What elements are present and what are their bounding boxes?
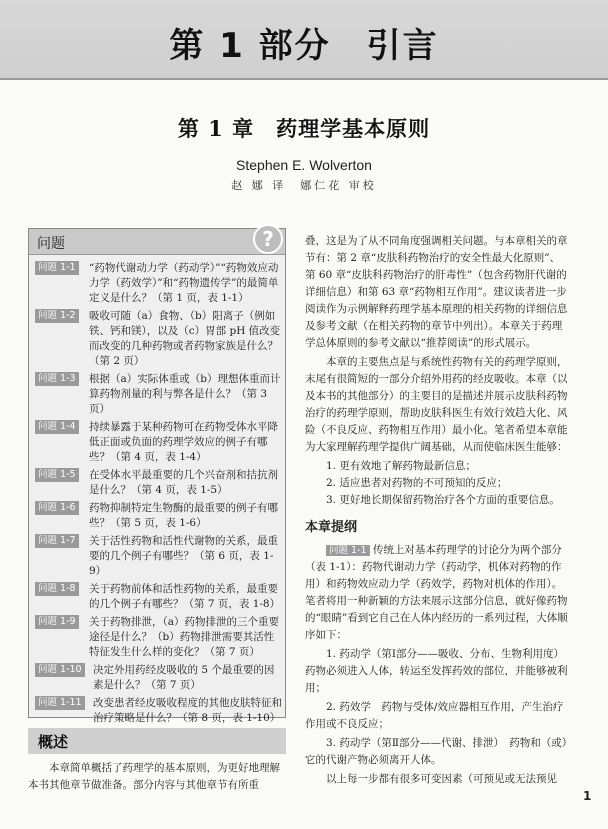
list-item: 1. 药动学（第Ⅰ部分——吸收、分布、生物利用度） 药物必须进入人体，转运至发挥药效的部位，并能够被利用； [305, 648, 570, 694]
question-number: 问题 1-9 [35, 615, 79, 629]
question-item [35, 663, 283, 693]
question-item [35, 501, 283, 531]
overview-header [28, 728, 286, 754]
question-list [35, 261, 283, 729]
list-item: 2. 药效学 药物与受体/效应器相互作用，产生治疗作用或不良反应； [305, 701, 564, 730]
question-item [35, 309, 283, 369]
question-mark-icon: ? [253, 224, 283, 254]
question-text: 决定外用药经皮吸收的 5 个最重要的因素是什么？（第 7 页） [93, 664, 275, 691]
section-heading: 本章提纲 [305, 520, 358, 535]
question-text: 药物抑制特定生物酶的最重要的例子有哪些？（第 5 页，表 1-6） [89, 502, 278, 529]
question-item [35, 420, 283, 465]
part-title: 第 1 部分 引言 [169, 26, 439, 66]
questions-header [29, 229, 285, 255]
overview-title: 概述 [38, 733, 69, 751]
question-number: 问题 1-3 [35, 372, 79, 386]
paragraph: 以上每一步都有很多可变因素（可预见或无法预见 [326, 773, 557, 785]
question-text: 关于活性药物和活性代谢物的关系，最重要的几个例子有哪些？（第 6 页，表 1-9） [89, 535, 278, 577]
page-number: 1 [583, 789, 592, 803]
question-item [35, 696, 283, 726]
question-text: 改变患者经皮吸收程度的其他皮肤特征和治疗策略是什么？（第 8 页，表 1-10） [93, 697, 282, 724]
question-number: 问题 1-11 [35, 696, 85, 710]
paragraph [305, 542, 570, 644]
question-text: 吸收可随（a）食物、（b）阳离子（例如铁、钙和镁），以及（c）胃部 pH 值改变而改变的几种药物或者药物家族是什么？（第 2 页） [89, 310, 281, 367]
list-item: 2. 适应患者对药物的不可预知的反应； [326, 477, 508, 489]
list-item: 1. 更有效地了解药物最新信息； [326, 460, 476, 472]
question-number: 问题 1-5 [35, 468, 79, 482]
question-item [35, 261, 283, 306]
question-number: 问题 1-8 [35, 582, 79, 596]
question-text: 根据（a）实际体重或（b）理想体重而计算药物剂量的利与弊各是什么？（第 3 页） [89, 373, 281, 415]
question-text: 关于药物前体和活性药物的关系，最重要的几个例子有哪些？（第 7 页，表 1-8） [89, 583, 281, 610]
question-text: 在受体水平最重要的几个兴奋剂和拮抗剂是什么？（第 4 页，表 1-5） [89, 469, 278, 496]
chapter-translators: 赵 娜 译 娜仁花 审校 [231, 179, 377, 192]
question-text: 持续暴露于某种药物可在药物受体水平降低正面或负面的药理学效应的例子有哪些？（第 4 页，表 1-4） [89, 421, 278, 463]
question-item [35, 582, 283, 612]
question-text: 关于药物排泄，（a）药物排泄的三个重要途径是什么？（b）药物排泄需要其活性特征发生什么样的变化？（第 7 页） [89, 616, 280, 658]
paragraph: 本章的主要焦点是与系统性药物有关的药理学原则，末尾有很简短的一部分介绍外用药的经皮吸收。本章（以及本书的其他部分）的主要目的是描述并展示皮肤科药物治疗的药理学原则，帮助皮肤科医生有效行效趋大化、风险（不良反应、药物相互作用）最小化。笔者希望本章能为大家理解药理学提供广阔基础，从而使临床医生能够： [305, 356, 568, 453]
question-item [35, 468, 283, 498]
list-item: 3. 药动学（第Ⅱ部分——代谢、排泄） 药物和（或）它的代谢产物必须离开人体。 [305, 737, 567, 766]
part-header [0, 0, 608, 78]
right-column [305, 233, 570, 790]
questions-title: 问题 [37, 236, 65, 252]
question-item [35, 372, 283, 417]
question-number: 问题 1-7 [35, 534, 79, 548]
question-tag: 问题 1-1 [326, 545, 370, 556]
question-number: 问题 1-6 [35, 501, 79, 515]
question-number: 问题 1-2 [35, 309, 79, 323]
questions-box [28, 227, 286, 724]
overview-text: 本章简单概括了药理学的基本原则，为更好地理解本书其他章节做准备。部分内容与其他章节有所重 [28, 762, 280, 791]
question-item [35, 615, 283, 660]
question-number: 问题 1-1 [35, 261, 79, 275]
question-item [35, 534, 283, 579]
paragraph: 叠，这是为了从不同角度强调相关问题。与本章相关的章节有：第 2 章“皮肤科药物治疗的安全性最大化原则”、第 60 章“皮肤科药物治疗的肝毒性”（包含药物肝代谢的详细信息）和第 63 章“药物相互作用”。建议读者进一步阅读作为示例解释药理学基本原理的相关药物的详细信息及参考文献（在相关药物的章节中列出）。本章关于药理学总体原则的参考文献以“推荐阅读”的形式展示。 [305, 235, 568, 349]
question-text: “药物代谢动力学（药动学）”“药物效应动力学（药效学）”和“药物遗传学”的最简单定义是什么？（第 1 页，表 1-1） [89, 262, 279, 304]
chapter-title: 第 1 章 药理学基本原则 [177, 116, 431, 141]
list-item: 3. 更好地长期保留药物治疗各个方面的重要信息。 [326, 494, 560, 506]
paragraph-text: 传统上对基本药理学的讨论分为两个部分（表 1-1）：药物代谢动力学（药动学，机体对药物的作用）和药物效应动力学（药效学，药物对机体的作用）。笔者将用一种新颖的方法来展示这部分信息，就好像药物的“眼睛”看到它自己在人体内经历的一系列过程，大体顺序如下： [305, 544, 568, 641]
chapter-author: Stephen E. Wolverton [236, 157, 372, 173]
question-number: 问题 1-4 [35, 420, 79, 434]
question-number: 问题 1-10 [35, 663, 85, 677]
header-divider [0, 78, 608, 80]
